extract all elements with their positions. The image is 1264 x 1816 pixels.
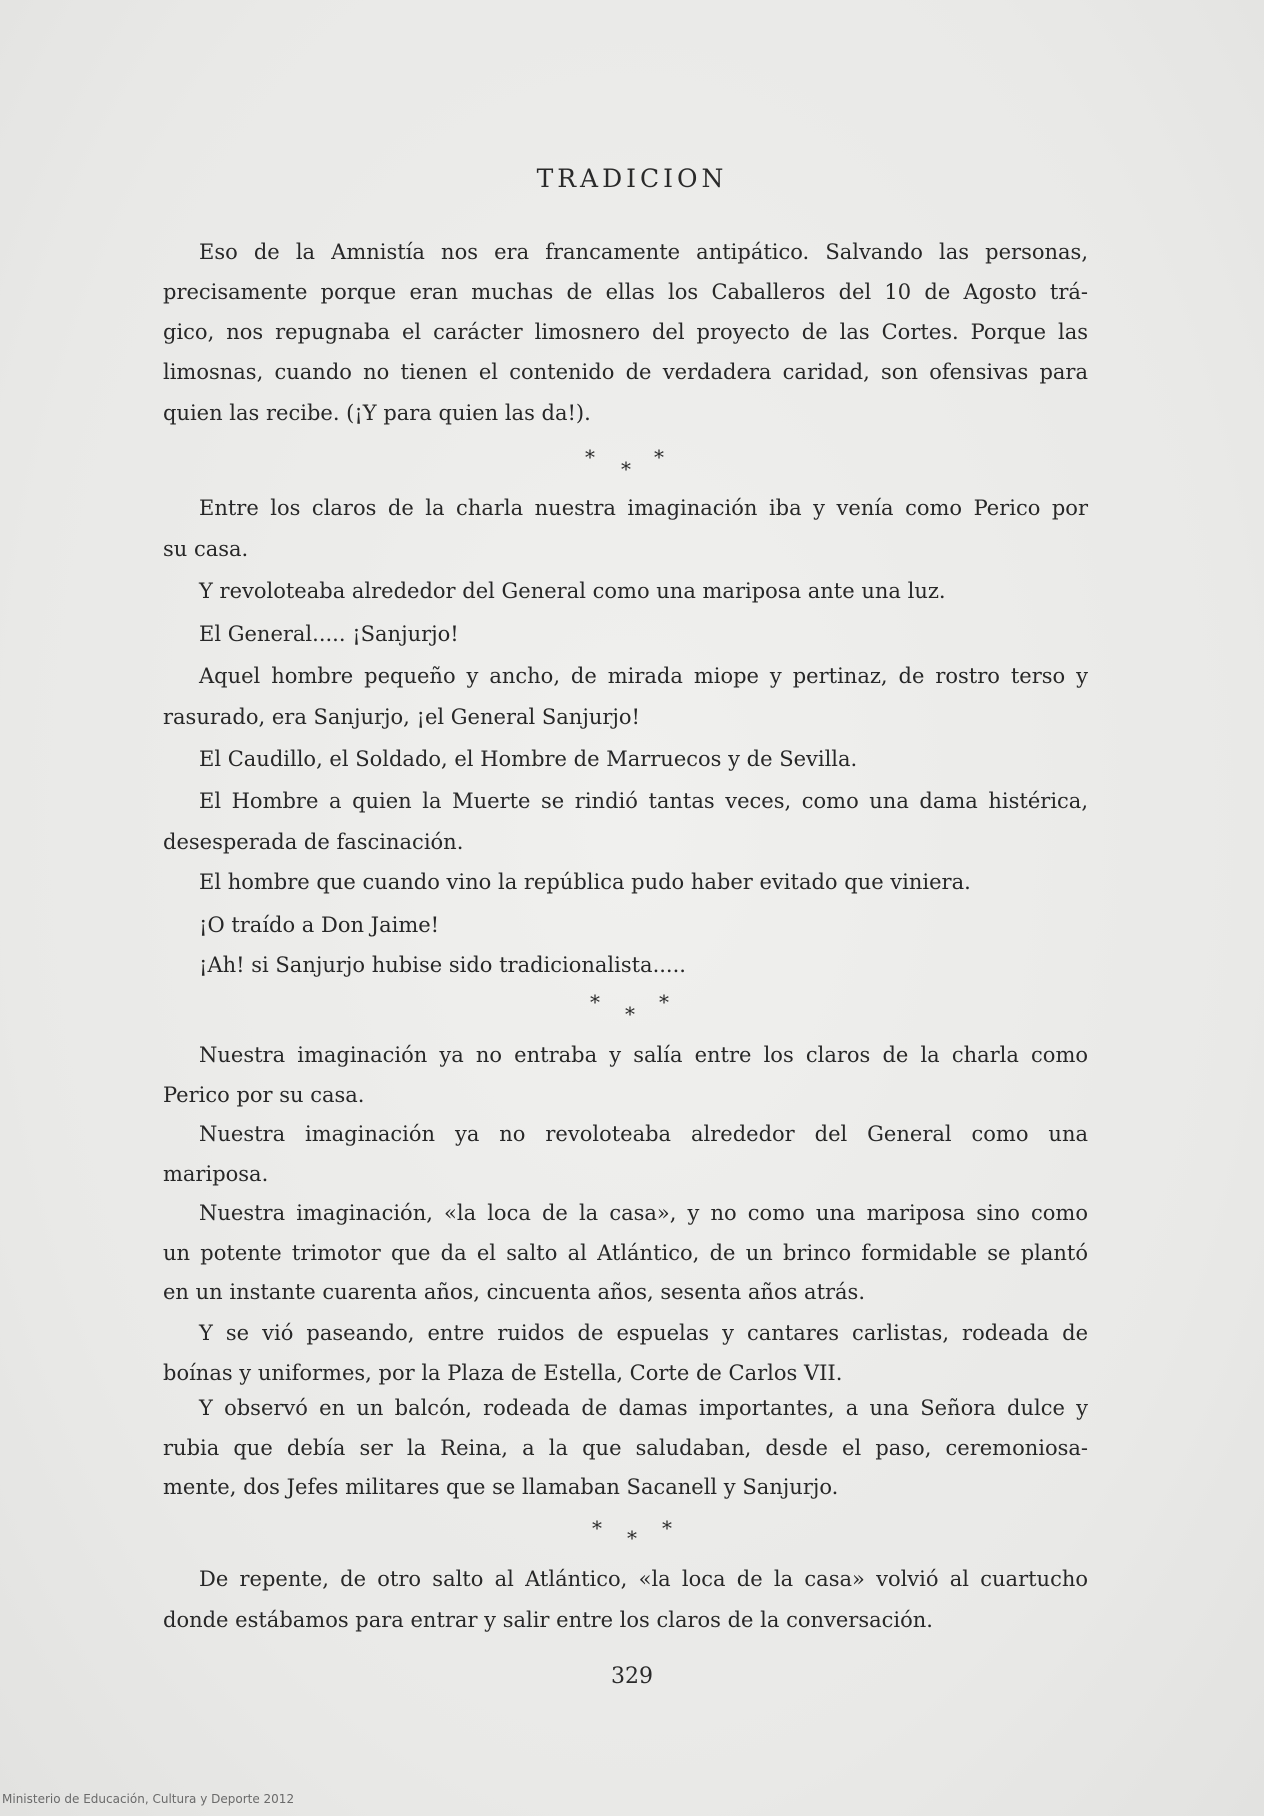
footer-credit: Ministerio de Educación, Cultura y Deporte 2012 (2, 1792, 295, 1806)
text-line: mariposa. (163, 1162, 269, 1186)
text-line: quien las recibe. (¡Y para quien las da!). (163, 401, 591, 425)
text-line: Perico por su casa. (163, 1083, 365, 1107)
separator-star: * (654, 445, 664, 469)
text-line: El Caudillo, el Soldado, el Hombre de Marruecos y de Sevilla. (199, 747, 858, 771)
text-line: De repente, de otro salto al Atlántico, «la loca de la casa» volvió al cuartucho (199, 1567, 1088, 1591)
text-line: ¡Ah! si Sanjurjo hubise sido tradicionalista..... (199, 953, 686, 977)
text-line: Nuestra imaginación, «la loca de la casa», y no como una mariposa sino como (199, 1201, 1088, 1225)
text-line: Entre los claros de la charla nuestra imaginación iba y venía como Perico por (199, 496, 1088, 520)
text-line: Eso de la Amnistía nos era francamente antipático. Salvando las personas, (199, 240, 1088, 264)
page-number: 329 (611, 1664, 653, 1689)
text-line: su casa. (163, 537, 249, 561)
text-line: rubia que debía ser la Reina, a la que saludaban, desde el paso, ceremoniosa- (163, 1436, 1088, 1460)
text-line: desesperada de fascinación. (163, 830, 464, 854)
text-line: donde estábamos para entrar y salir entre los claros de la conversación. (163, 1608, 933, 1632)
text-line: El hombre que cuando vino la república pudo haber evitado que viniera. (199, 870, 971, 894)
text-line: mente, dos Jefes militares que se llamaban Sacanell y Sanjurjo. (163, 1475, 839, 1499)
separator-star: * (585, 445, 595, 469)
section-separator (0, 990, 1264, 1030)
text-line: Y revoloteaba alrededor del General como una mariposa ante una luz. (199, 579, 946, 603)
separator-star: * (625, 1002, 635, 1026)
separator-star: * (627, 1526, 637, 1550)
text-line: un potente trimotor que da el salto al Atlántico, de un brinco formidable se plantó (163, 1241, 1088, 1265)
section-separator (0, 445, 1264, 485)
separator-star: * (590, 990, 600, 1014)
text-line: Nuestra imaginación ya no entraba y salía entre los claros de la charla como (199, 1043, 1088, 1067)
separator-star: * (621, 457, 631, 481)
separator-star: * (659, 990, 669, 1014)
text-line: Y se vió paseando, entre ruidos de espuelas y cantares carlistas, rodeada de (199, 1321, 1088, 1345)
separator-star: * (662, 1516, 672, 1540)
text-line: gico, nos repugnaba el carácter limosnero del proyecto de las Cortes. Porque las (163, 320, 1088, 344)
text-line: Aquel hombre pequeño y ancho, de mirada miope y pertinaz, de rostro terso y (199, 664, 1088, 688)
text-line: Nuestra imaginación ya no revoloteaba alrededor del General como una (199, 1122, 1088, 1146)
separator-star: * (592, 1516, 602, 1540)
text-line: ¡O traído a Don Jaime! (199, 913, 440, 937)
text-line: El General..... ¡Sanjurjo! (199, 622, 459, 646)
text-line: rasurado, era Sanjurjo, ¡el General Sanjurjo! (163, 705, 640, 729)
page-title: TRADICION (536, 164, 728, 193)
text-line: limosnas, cuando no tienen el contenido de verdadera caridad, son ofensivas para (163, 360, 1088, 384)
text-line: El Hombre a quien la Muerte se rindió tantas veces, como una dama histérica, (199, 789, 1088, 813)
text-line: precisamente porque eran muchas de ellas los Caballeros del 10 de Agosto trá- (163, 280, 1088, 304)
text-line: en un instante cuarenta años, cincuenta años, sesenta años atrás. (163, 1280, 866, 1304)
section-separator (0, 1516, 1264, 1556)
text-line: boínas y uniformes, por la Plaza de Estella, Corte de Carlos VII. (163, 1361, 843, 1385)
text-line: Y observó en un balcón, rodeada de damas importantes, a una Señora dulce y (199, 1396, 1088, 1420)
